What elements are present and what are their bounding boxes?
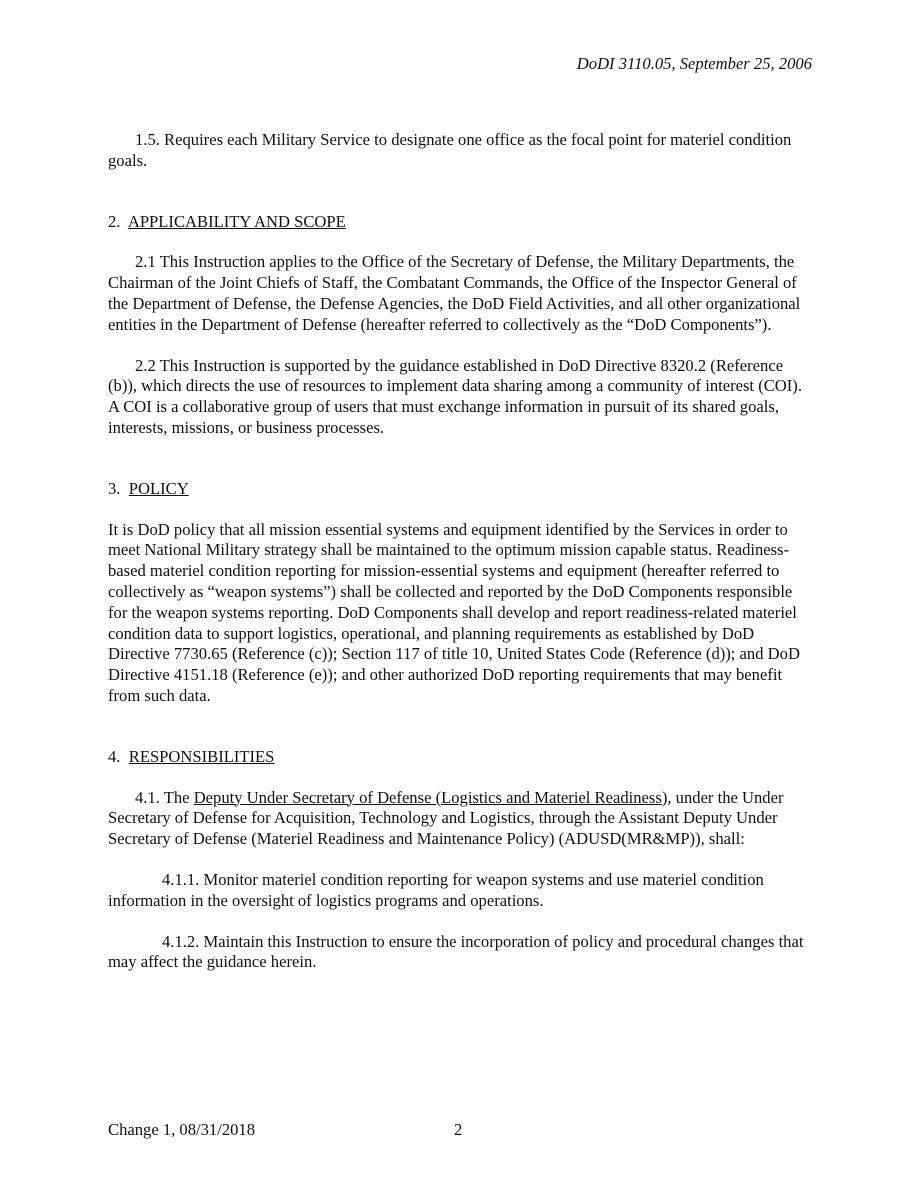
paragraph-4-1-prefix: 4.1. The: [135, 787, 194, 807]
document-header: DoDI 3110.05, September 25, 2006: [576, 54, 812, 73]
section-2-heading: [108, 212, 812, 233]
section-4-number: 4.: [108, 746, 121, 766]
section-4-title: RESPONSIBILITIES: [128, 746, 275, 766]
paragraph-2-1: 2.1 This Instruction applies to the Office of the Secretary of Defense, the Military Departments, the Chairman of the Joint Chiefs of Staff, the Combatant Commands, the Office of the Inspector General of the Department of Defense, the Defense Agencies, the DoD Field Activities, and all other organizational entities in the Department of Defense (hereafter referred to collectively as the “DoD Components”).: [108, 252, 801, 334]
dusd-lmr-title: Deputy Under Secretary of Defense (Logistics and Materiel Readiness): [193, 787, 668, 807]
section-2-title: APPLICABILITY AND SCOPE: [127, 211, 346, 231]
section-2-number: 2.: [108, 211, 121, 231]
paragraph-1-5: 1.5. Requires each Military Service to designate one office as the focal point for materiel condition goals.: [108, 130, 792, 170]
document-body: [108, 130, 812, 973]
paragraph-4-1-rest: , under the Under Secretary of Defense for Acquisition, Technology and Logistics, through the Assistant Deputy Under Secretary of Defense (Materiel Readiness and Maintenance Policy) (ADUSD(MR&MP)), shall:: [108, 787, 784, 849]
paragraph-policy: It is DoD policy that all mission essential systems and equipment identified by the Services in order to meet National Military strategy shall be maintained to the optimum mission capable status. Readiness-based materiel condition reporting for mission-essential systems and equipment (hereafter referred to collectively as “weapon systems”) shall be collected and reported by the DoD Components responsible for the weapon systems reporting. DoD Components shall develop and report readiness-related materiel condition data to support logistics, operational, and planning requirements as established by DoD Directive 7730.65 (Reference (c)); Section 117 of title 10, United States Code (Reference (d)); and DoD Directive 4151.18 (Reference (e)); and other authorized DoD reporting requirements that may benefit from such data.: [108, 519, 800, 705]
section-3-title: POLICY: [128, 478, 189, 498]
paragraph-4-1-2: 4.1.2. Maintain this Instruction to ensure the incorporation of policy and procedural changes that may affect the guidance herein.: [108, 931, 804, 972]
section-4-heading: [108, 747, 812, 768]
section-3-heading: [108, 479, 812, 500]
footer-page-number: 2: [454, 1120, 463, 1139]
paragraph-4-1-1: 4.1.1. Monitor materiel condition reporting for weapon systems and use materiel condition information in the oversight of logistics programs and operations.: [108, 869, 764, 910]
paragraph-2-2: 2.2 This Instruction is supported by the guidance established in DoD Directive 8320.2 (Reference (b)), which directs the use of resources to implement data sharing among a community of interest (COI). A COI is a collaborative group of users that must exchange information in pursuit of its shared goals, interests, missions, or business processes.: [108, 355, 802, 437]
section-3-number: 3.: [108, 478, 121, 498]
footer-change-note: Change 1, 08/31/2018: [108, 1120, 256, 1139]
paragraph-4-1: [108, 788, 812, 850]
